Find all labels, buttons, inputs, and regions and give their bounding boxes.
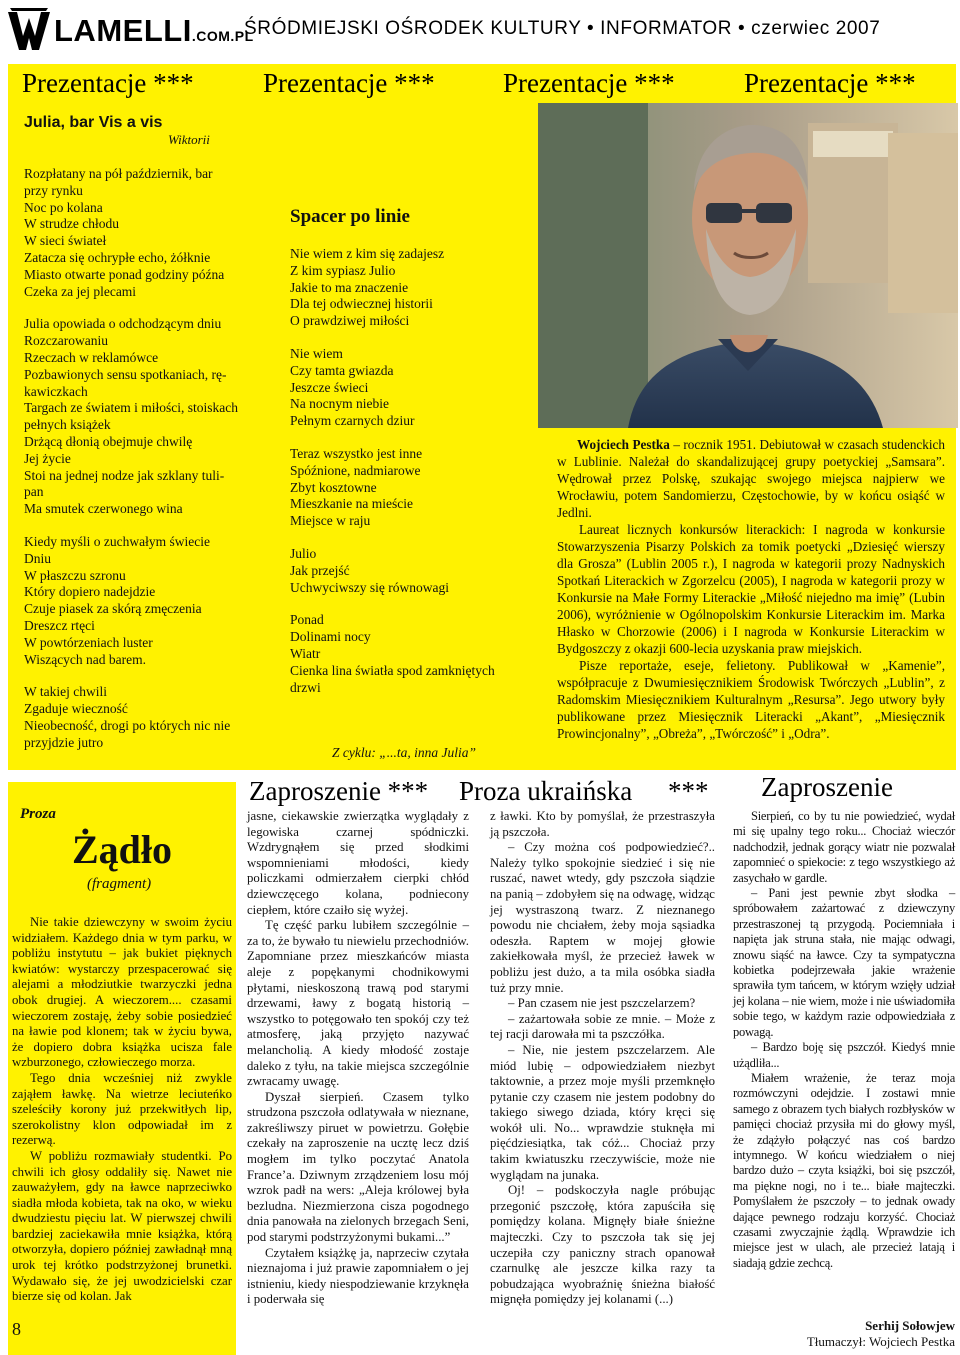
story-translator: Tłumaczył: Wojciech Pestka xyxy=(806,1334,955,1349)
story-paragraph: – zażartowała sobie ze mnie. – Może z tej racji darowała mi ta pszczółka. xyxy=(490,1011,715,1042)
band-title-4: Prezentacje *** xyxy=(744,68,916,98)
poem-line: Rzeczach w reklamówce xyxy=(24,349,159,365)
story-paragraph: – Czy można coś podpowiedzieć?.. Należy tylko spokojnie siedzieć i się nie ruszać, nawet wtedy, gdy pszczoła siądzie na panią – zdobyłem się na odwagę, widząc jej wystraszoną twarz. Z nieznanego powodu nie chciałem, żeby moja sąsiadka odeszła. Raptem w mojej głowie zakiełkowała myśl, że przecież ławek w pobliżu jest dużo, a ta mila osóbka siadła tuż przy mnie. xyxy=(490,840,715,995)
poem-line: Spóźnione, nadmiarowe xyxy=(290,462,421,478)
poem-line: Kiedy myśli o zuchwałym świecie xyxy=(24,533,210,549)
poem-line: Jak przejść xyxy=(290,562,350,578)
proza-ukrainska-title: Proza ukraińska xyxy=(459,776,633,806)
poem-line: Cienka lina światła spod zamkniętych xyxy=(290,662,495,678)
poem-line: Zbyt kosztowne xyxy=(290,479,377,495)
poem-line: przy rynku xyxy=(24,182,83,198)
header-title: ŚRÓDMIEJSKI OŚRODEK KULTURY • INFORMATOR • czerwiec 2007 xyxy=(244,18,881,39)
poem2-body xyxy=(290,246,530,696)
poem-line: W powtórzeniach luster xyxy=(24,634,153,650)
poem-line: Który dopiero nadejdzie xyxy=(24,584,156,600)
poem1-subtitle: Wiktorii xyxy=(168,132,210,147)
poem-line: Julio xyxy=(290,545,317,561)
story-paragraph: Tego dnia wcześniej niż zwykle zająłem ławkę. Na wietrze leciuteńko szeleściły korony już przekwitłych lip, szerokolistny klon odpowiadał im z rezerwą. xyxy=(12,1070,232,1148)
poem-line: Na nocnym niebie xyxy=(290,396,389,412)
poem2-title: Spacer po linie xyxy=(290,206,410,227)
band-title-3: Prezentacje *** xyxy=(503,68,675,98)
stanza-break xyxy=(290,430,530,446)
story-paragraph: – Pan czasem nie jest pszczelarzem? xyxy=(508,996,696,1011)
stanza-break xyxy=(24,518,254,534)
poem-line: Wiatr xyxy=(290,645,321,661)
poem-line: Dla tej odwiecznej historii xyxy=(290,296,433,312)
poem-line: Rozpłatany na pół październik, bar xyxy=(24,166,213,181)
author-bio xyxy=(557,436,945,742)
stanza-break xyxy=(290,596,530,612)
poem-line: Dreszcz rtęci xyxy=(24,617,95,633)
story-paragraph: Czytałem książkę ja, naprzeciw czytała nieznajoma i już prawie zapomniałem o jej istnieniu, kiedy niespodziewanie krzyknęła i poderwała się xyxy=(247,1245,469,1307)
logo-wordmark: LAMELLI xyxy=(54,13,192,48)
author-portrait-image xyxy=(538,103,958,428)
poem-line: Zatacza się ochrypłe echo, żółknie xyxy=(24,249,211,265)
lamelli-logo-icon xyxy=(8,8,50,54)
poem-line: Miejsce w raju xyxy=(290,513,371,529)
poem-line: Uchwyciwszy się równowagi xyxy=(290,579,449,595)
bio-paragraph-3: Pisze reportaże, eseje, felietony. Publikował w „Kamenie”, współpracuje z Dwumiesięcznikiem Środowisk Twórczych „Lublin”, z Radomskim Miesięcznikiem Kulturalnym „Resursa”. Jego utwory były publikowane przez Miesięcznik Literacki „Akant”, „Miesięcznik Prowincjonalny”, „Obreża”, „Twórczość” i „Odra”. xyxy=(557,658,945,741)
story-paragraph: – Pani jest pewnie zbyt słodka – spróbowałem zażartować z dziewczyny przestraszonej tą przygodą. Pociemniała i napięta jak struna stała, nie mając odwagi, znowu siąść na ławce. Czy ta sympatyczna kobietka podejrzewała jakie wrażenie sprawiła tym tańcem, w którym wzięły udział jej kolana – nie wiem, może i nie uświadomiła sobie tego, w każdym razie odpowiedziała z powagą. xyxy=(733,886,955,1039)
poem-line: Zgaduje wieczność xyxy=(24,701,128,717)
story-paragraph: W pobliżu rozmawiały studentki. Po chwili ich głosy oddaliły się. Nawet nie zauważyłem, gdy na ławce naprzeciwko siadła młoda kobieta, tak na oko, w wieku dwudziestu pięciu lat. W pierwszej chwili bardziej zaciekawiła mnie książka, którą otworzyła, dopiero później zawładnął mną urok tej krótko podstrzyżonej brunetki. Wydawało się, że jej uwodzicielski czar bierze się od kolan. Jak xyxy=(12,1148,232,1304)
stanza-break xyxy=(24,300,254,316)
band-title-1: Prezentacje *** xyxy=(22,68,194,98)
poem-line: Miasto otwarte ponad godziny późna xyxy=(24,266,225,282)
poem-line: Nie wiem xyxy=(290,345,343,361)
story-paragraph: – Bardzo boję się pszczół. Kiedyś mnie użądliła... xyxy=(733,1040,955,1070)
poem-line: Z kim sypiasz Julio xyxy=(290,262,396,278)
poem-line: Jej życie xyxy=(24,450,71,466)
story-column-1 xyxy=(12,915,232,1305)
poem-line: Rozczarowaniu xyxy=(24,333,108,349)
poem-line: Jeszcze świeci xyxy=(290,379,369,395)
story-paragraph: jasne, ciekawskie zwierzątka wyglądały z legowiska czarnej spódniczki. Wzdrygnąłem się przed słodkimi wspomnieniami młodości, kiedy policzkami odmierzałem cierpki chłód dziewczęcego kolana, podniecony ciepłem, które czaiło się wyżej. xyxy=(247,809,469,917)
poem1-title: Julia, bar Vis a vis xyxy=(24,114,163,131)
story-paragraph: Tę część parku lubiłem szczególnie – za to, że bywało tu niewielu przechodniów. Zapomniane przez mieszkańców miasta aleje z popękanymi chodnikowymi płytami, nieskoszoną trawą pod starymi drzewami, ławy z bogatą historią – wszystko to potęgowało ten spokój czy też atmosferę, jaką przyjęto nazywać melancholią. A kiedy młodość zostaje daleko z tyłu, na takie miejsca szczególnie zwracamy uwagę. xyxy=(247,918,469,1089)
story-paragraph: Miałem wrażenie, że teraz moja rozmówczyni odejdzie. I zostawi mnie samego z obrazem tych białych rozbłysków w pamięci chociaż przysiła mi do głowy myśl, że zdążyło połączyć nas coś bardzo intymnego. W końcu wiedziałem o niej bardzo dużo – czyta książki, boi się pszczół, ma piękne nogi, no i te... białe majteczki. Pomyślałem że pszczoły – to jednak owady dające pewnego rodzaju korzyść. Chociaż czasami zwyczajnie żądlą. Wprawdzie ich miejsce jest w ulach, ale przecież latają i siadają gdzie zechcą. xyxy=(733,1070,955,1270)
poem-line: W strudze chłodu xyxy=(24,216,119,232)
poem-line: pan xyxy=(24,484,44,500)
logo-domain: .COM.PL xyxy=(191,28,254,44)
poem-line: Targach ze światem i miłości, stoiskach xyxy=(24,400,238,416)
bio-author-name: Wojciech Pestka xyxy=(577,437,670,452)
poem-line: Pozbawionych sensu spotkaniach, rę- xyxy=(24,366,227,382)
bio-paragraph-1: – rocznik 1951. Debiutował w czasach studenckich w Lublinie. Należał do skandalizującej grupy poetyckiej „Samsara”. Wędrował przez Polskę, szukając swojego miejsca najpierw we Wrocławiu, potem Sandomierzu, Częstochowie, by w końcu osiąść w Jedlni. xyxy=(557,437,945,520)
story-paragraph: Dyszał sierpień. Czasem tylko strudzona pszczoła odlatywała w nieznane, zakreśliwszy piruet w powietrzu. Gołębie czekały na zaproszenie na ucztę lecz dziś mogłem im tylko poczytać Anatola France’a. Dziwnym zrządzeniem losu mój wzrok padł na wers: „Aleja królowej była bezludna. Niezmierzona cisza pogodnego dnia panowała na zielonych brzegach Seni, pod starymi podstrzyżonymi bukami...” xyxy=(247,1089,469,1245)
stanza-break xyxy=(24,668,254,684)
poem-line: Drżącą dłonią obejmuje chwilę xyxy=(24,433,193,449)
story-subtitle: (fragment) xyxy=(87,876,152,892)
poem-line: O prawdziwej miłości xyxy=(290,313,410,329)
poem-line: W sieci świateł xyxy=(24,233,107,249)
author-photo xyxy=(538,103,958,428)
poem-line: Czy tamta gwiazda xyxy=(290,362,394,378)
story-signature xyxy=(790,1318,955,1350)
story-paragraph: z ławki. Kto by pomyślał, że przestraszyła ją pszczoła. xyxy=(490,809,715,839)
poem-line: przyjdzie jutro xyxy=(24,734,104,750)
page-number: 8 xyxy=(12,1319,21,1339)
proza-label: Proza xyxy=(20,806,56,822)
story-column-3 xyxy=(490,809,715,1308)
poem-line: kawiczkach xyxy=(24,383,88,399)
story-title: Żądło xyxy=(72,827,173,872)
story-column-4 xyxy=(733,809,955,1271)
story-paragraph: – Nie, nie jestem pszczelarzem. Ale miód lubię – odpowiedziałem niezbyt taktownie, a przez moje myśli przemknęło pytanie czy czasem nie jestem podobny do takiego siwego dziada, który kręci się wokół uli. No... wprawdzie stuknęła mi pięćdziesiątka, tak cóż... Chociaż przy takim kwiatuszku rzeczywiście, może nie wyglądam na junaka. xyxy=(490,1042,715,1182)
poem-line: Ma smutek czerwonego wina xyxy=(24,501,183,517)
lamelli-logo xyxy=(8,8,254,54)
poem-line: Nieobecność, drogi po których nic nie xyxy=(24,717,231,733)
story-paragraph: Nie takie dziewczyny w swoim życiu widziałem. Każdego dnia w tym parku, w pobliżu instytutu – jak bukiet pięknych kwiatów: wystarczy przespacerować się alejami a młodziutkie twarzyczki jedna obok drugiej. A wieczorem.... czasami wieczorem zostaję, żeby sobie posiedzieć na ławie pod klonem; tak w życiu bywa, że dopiero dobra książka ucisza fale wzburzonego, człowieczego morza. xyxy=(12,915,232,1070)
page-header xyxy=(0,0,960,62)
poem-line: W płaszczu szronu xyxy=(24,567,126,583)
zaproszenie-right-title: Zaproszenie xyxy=(761,772,893,802)
zaproszenie-band-title: Zaproszenie *** xyxy=(249,776,429,806)
story-paragraph: Oj! – podskoczyła nagle próbując przegonić pszczołę, która zapuściła się pomiędzy kolana. Mignęły białe śnieżne majteczki. Czy to pszczoła tak się jej uczepiła czy paniczny strach opanował czarnulkę ale jeszcze kilka razy ta pobudzająca wyobraźnię śnieżna białość mignęła pomiędzy jej kolanami (...) xyxy=(490,1183,715,1307)
story-author: Serhij Sołowjew xyxy=(865,1318,955,1333)
bio-paragraph-2: Laureat licznych konkursów literackich: I nagroda w konkursie Stowarzyszenia Pisarzy Polskich za tomik poetycki „Dziesięć wierszy dla Grosza” (Lublin 2005 r.), I nagroda w kategorii prozy Nadnyskich Spotkań Literackich w Zgorzelcu (2005), I nagroda w kategorii prozy w Konkursie na Małe Formy Literackie „Miłość niejedno ma imię” (Lubin 2006), wyróżnienie w Ogólnopolskim Konkursie Literackim im. Marka Hłasko w Chorzowie (2006) i I nagroda w Konkursie Literackim w Bydgoszczy z okazji 600-lecia uzyskania praw miejskich. xyxy=(557,522,945,656)
poem-line: W takiej chwili xyxy=(24,684,107,700)
poem-line: Stoi na jednej nodze jak szklany tuli- xyxy=(24,467,225,483)
proza-stars: *** xyxy=(668,776,709,806)
poem-line: Czuje piasek za skórą zmęczenia xyxy=(24,601,202,617)
poem-line: Ponad xyxy=(290,612,324,628)
story-column-2 xyxy=(247,809,469,1308)
band-title-2: Prezentacje *** xyxy=(263,68,435,98)
poem-line: Noc po kolana xyxy=(24,199,103,215)
poem-line: drzwi xyxy=(290,679,321,695)
stanza-break xyxy=(290,530,530,546)
poem-line: Nie wiem z kim się zadajesz xyxy=(290,246,445,261)
poem2-source: Z cyklu: „...ta, inna Julia” xyxy=(332,745,476,760)
stanza-break xyxy=(290,330,530,346)
poem-line: Mieszkanie na mieście xyxy=(290,496,413,512)
poem-line: Jakie to ma znaczenie xyxy=(290,279,409,295)
poem1-body xyxy=(24,166,254,752)
story-paragraph: Sierpień, co by tu nie powiedzieć, wydał mi się upalny tego roku... Chociaż wieczór nadchodził, jednak gorący wiatr nie pozwalał zapomnieć o spiekocie: z tego wszystkiego aż zasychało w gardle. xyxy=(733,809,955,885)
poem-line: Teraz wszystko jest inne xyxy=(290,445,423,461)
poem-line: Dniu xyxy=(24,550,51,566)
poem-line: Dolinami nocy xyxy=(290,629,371,645)
poem-line: pełnych książek xyxy=(24,417,111,433)
poem-line: Wiszących nad barem. xyxy=(24,651,147,667)
poem-line: Julia opowiada o odchodzącym dniu xyxy=(24,316,222,332)
poem-line: Czeka za jej plecami xyxy=(24,283,137,299)
poem-line: Pełnym czarnych dziur xyxy=(290,413,415,429)
